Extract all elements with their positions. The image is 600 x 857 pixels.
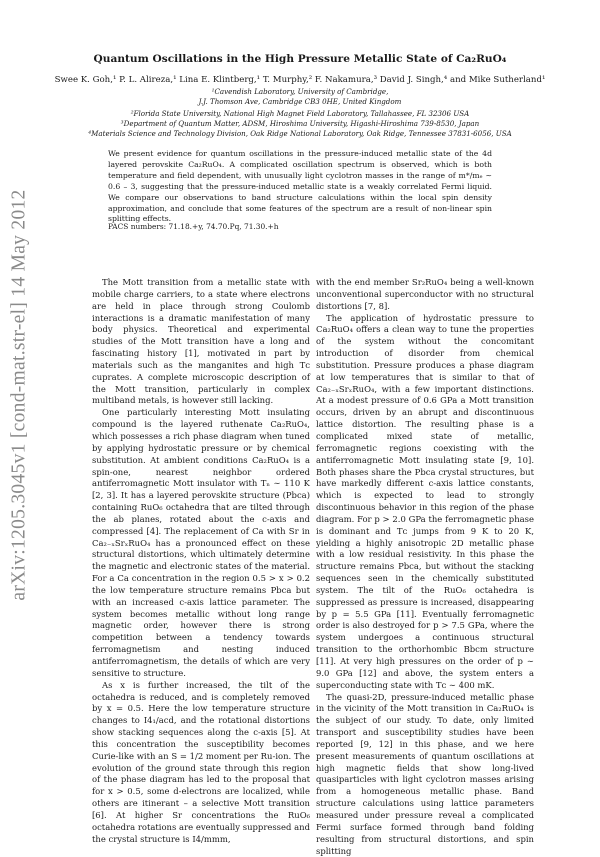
paragraph: As x is further increased, the tilt of the octahedra is reduced, and is completely removed by x = 0.5. Here the low temperature structure changes to I4₁/acd, and the rotational distortions show stacking sequences along the c-axis [5]. At this concentration the susceptibility becomes Curie-like with an S = 1/2 moment per Ru-ion. The evolution of the ground state through this region of the phase diagram has led to the proposal that for x > 0.5, some d-electrons are localized, while others are itinerant – a selective Mott transition [6]. At higher Sr concentrations the RuO₆ octahedra rotations are eventually suppressed and the crystal structure is I4/mmm, [92,679,310,844]
paper-title: Quantum Oscillations in the High Pressure Metallic State of Ca₂RuO₄ [93,53,507,65]
affiliation-1b: J.J. Thomson Ave, Cambridge CB3 0HE, United Kingdom [198,97,402,106]
affiliation-3: ³Department of Quantum Matter, ADSM, Hiroshima University, Higashi-Hiroshima 739-8530, Japan [120,119,480,128]
paragraph: The application of hydrostatic pressure to Ca₂RuO₄ offers a clean way to tune the properties of the system without the concomitant introduction of disorder from chemical substitution. Pressure produces a phase diagram at low temperatures that is similar to that of Ca₂₋ₓSrₓRuO₄, with a few important distinctions. At a modest pressure of 0.6 GPa a Mott transition occurs, driven by an abrupt and discontinuous lattice distortion. The resulting phase is a complicated mixed state of metallic, ferromagnetic regions coexisting with the antiferromagnetic Mott insulating state [9, 10]. Both phases share the Pbca crystal structures, but have markedly different c-axis lattice constants, which is expected to lead to strongly discontinuous behavior in this region of the phase diagram. For p > 2.0 GPa the ferromagnetic phase is dominant and Tᴄ jumps from 9 K to 20 K, yielding a highly anisotropic 2D metallic phase with a low residual resistivity. In this phase the structure remains Pbca, but without the stacking sequences seen in the chemically substituted system. The tilt of the RuO₆ octahedra is suppressed as pressure is increased, disappearing by p = 5.5 GPa [11]. Eventually ferromagnetic order is also destroyed for p > 7.5 GPa, where the system undergoes a continuous structural transition to the orthorhombic Bbcm structure [11]. At very high pressures on the order of p ∼ 9.0 GPa [12] and above, the system enters a superconducting state with Tᴄ ∼ 400 mK. [316,312,534,690]
arxiv-stamp [2,189,38,601]
paragraph: The Mott transition from a metallic state with mobile charge carriers, to a state where electrons are held in place through strong Coulomb interactions is a dramatic manifestation of many body physics. Theoretical and experimental studies of the Mott transition have a long and fascinating history [1], motivated in part by materials such as the manganites and high Tᴄ cuprates. A complete microscopic description of the Mott transition, particularly in complex multiband metals, is however still lacking. [92,277,310,406]
affiliation-4: ⁴Materials Science and Technology Division, Oak Ridge National Laboratory, Oak Ridge, Tennessee 37831-6056, USA [88,129,512,138]
right-column [316,277,534,857]
left-column [92,277,310,846]
affiliation-1a: ¹Cavendish Laboratory, University of Cambridge, [211,87,389,96]
author-list: Swee K. Goh,¹ P. L. Alireza,¹ Lina E. Klintberg,¹ T. Murphy,² F. Nakamura,³ David J. Singh,⁴ and Mike Sutherland¹ [54,75,546,85]
paragraph: The quasi-2D, pressure-induced metallic phase in the vicinity of the Mott transition in Ca₂RuO₄ is the subject of our study. To date, only limited transport and susceptibility studies have been reported [9, 12] in this phase, and we here present measurements of quantum oscillations at high magnetic fields that show long-lived quasiparticles with light cyclotron masses arising from a homogeneous metallic phase. Band structure calculations using lattice parameters measured under pressure reveal a complicated Fermi surface formed through band folding resulting from structural distortions, and spin splitting [316,691,534,856]
paragraph: One particularly interesting Mott insulating compound is the layered ruthenate Ca₂RuO₄, which possesses a rich phase diagram when tuned by applying hydrostatic pressure or by chemical substitution. At ambient conditions Ca₂RuO₄ is a spin-one, nearest neighbor ordered antiferromagnetic Mott insulator with Tₙ ∼ 110 K [2, 3]. It has a layered perovskite structure (Pbca) containing RuO₆ octahedra that are tilted through the ab planes, rotated about the c-axis and compressed [4]. The replacement of Ca with Sr in Ca₂₋ₓSrₓRuO₄ has a pronounced effect on these structural distortions, which ultimately determine the magnetic and electronic states of the material. For a Ca concentration in the region 0.5 > x > 0.2 the low temperature structure remains Pbca but with an increased c-axis lattice parameter. The system becomes metallic without long range magnetic order, however there is strong competition between a tendency towards ferromagnetism and nesting induced antiferromagnetism, the details of which are very sensitive to structure. [92,407,310,678]
pacs-numbers: PACS numbers: 71.18.+y, 74.70.Pq, 71.30.+h [108,222,279,231]
affiliation-2: ²Florida State University, National High Magnet Field Laboratory, Tallahassee, FL 32306 USA [130,109,470,118]
paragraph: with the end member Sr₂RuO₄ being a well-known unconventional superconductor with no structural distortions [7, 8]. [316,277,534,311]
arxiv-stamp-text: arXiv:1205.3045v1 [cond-mat.str-el] 14 May 2012 [9,189,30,601]
abstract: We present evidence for quantum oscillations in the pressure-induced metallic state of the 4d layered perovskite Ca₂RuO₄. A complicated oscillation spectrum is observed, which is both temperature and field dependent, with unusually light cyclotron masses in the range of m*/mₑ ∼ 0.6 – 3, suggesting that the pressure-induced metallic state is a weakly correlated Fermi liquid. We compare our observations to band structure calculations within the local spin density approximation, and conclude that some features of the spectrum are a result of non-linear spin splitting effects. [108,149,492,224]
